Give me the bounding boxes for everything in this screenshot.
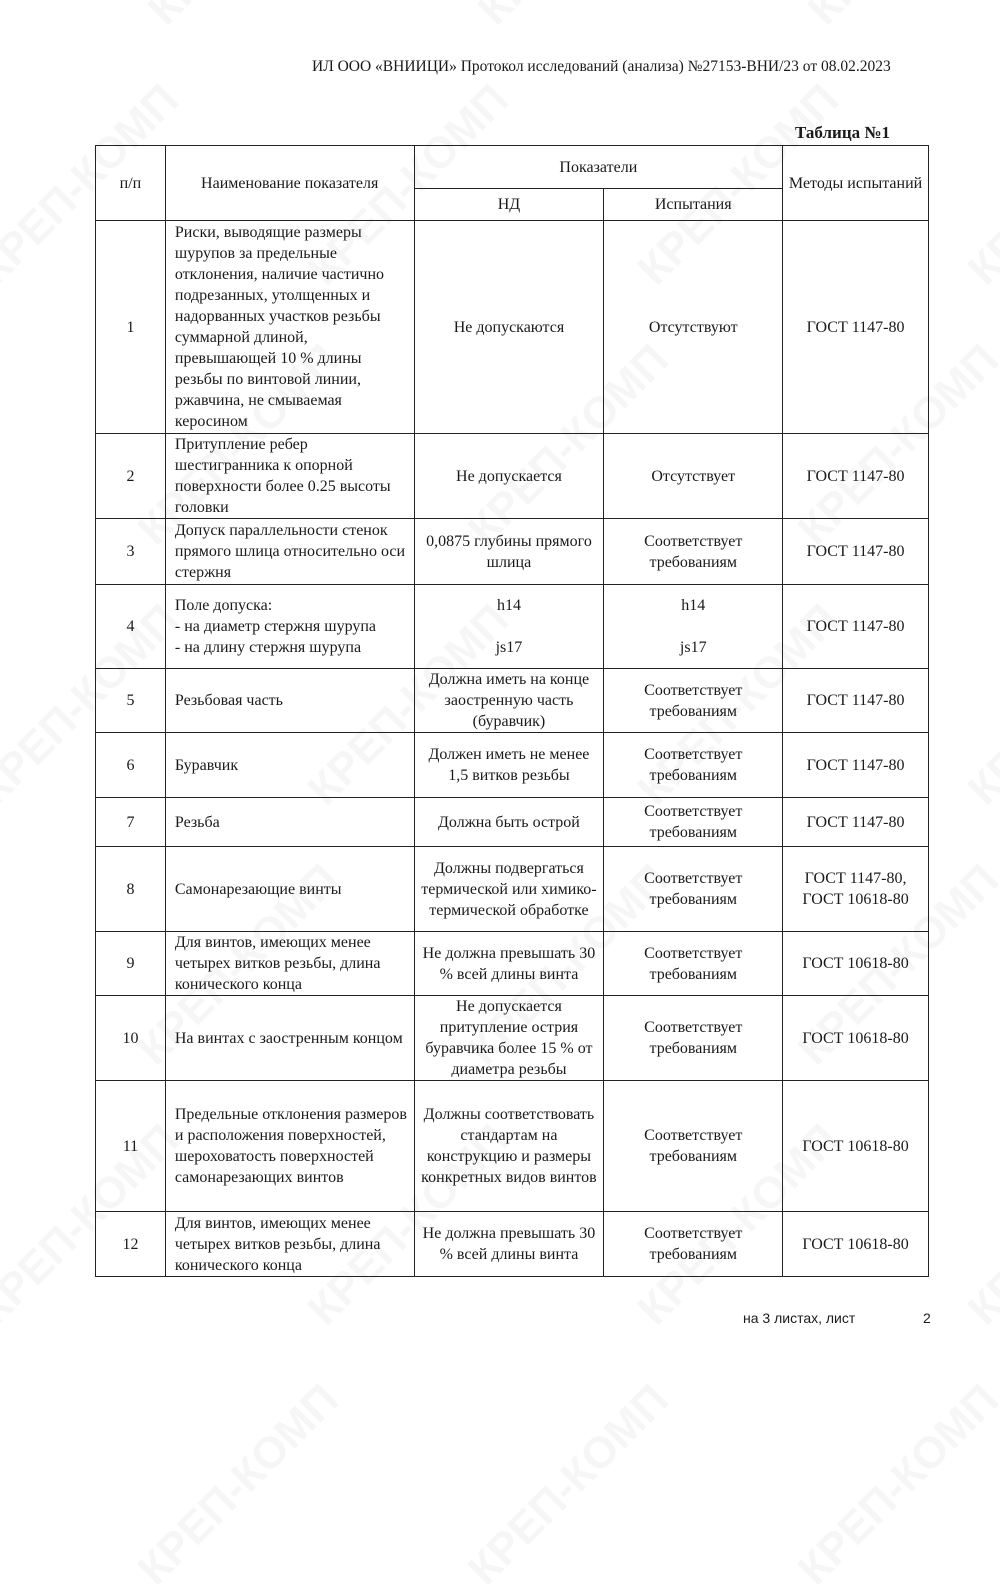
test-result: Соответствует требованиям [604, 1081, 783, 1212]
row-number: 10 [96, 996, 166, 1081]
test-result: Соответствует требованиям [604, 798, 783, 847]
row-number: 9 [96, 932, 166, 996]
row-number: 12 [96, 1212, 166, 1277]
row-number: 7 [96, 798, 166, 847]
watermark-text [959, 595, 1000, 815]
indicator-name: Допуск параллельности стенок прямого шлица относительно оси стержня [165, 519, 414, 585]
indicator-name: Предельные отклонения размеров и расположения поверхностей, шероховатость поверхностей самонарезающих винтов [165, 1081, 414, 1212]
col-header-test: Испытания [604, 189, 783, 221]
table-row [96, 798, 929, 847]
indicator-name: Резьба [165, 798, 414, 847]
table-row [96, 847, 929, 932]
row-number: 8 [96, 847, 166, 932]
watermark-text [959, 1115, 1000, 1335]
watermark-text [789, 1375, 1000, 1595]
test-method: ГОСТ 1147-80, ГОСТ 10618-80 [783, 847, 929, 932]
nd-requirement: Не должна превышать 30 % всей длины винта [414, 1212, 604, 1277]
row-number: 6 [96, 733, 166, 798]
table-row [96, 585, 929, 669]
table-caption: Таблица №1 [795, 123, 890, 142]
indicator-name: Притупление ребер шестигранника к опорной поверхности более 0.25 высоты головки [165, 434, 414, 519]
test-result: Соответствует требованиям [604, 669, 783, 733]
table-row [96, 932, 929, 996]
test-method: ГОСТ 10618-80 [783, 996, 929, 1081]
nd-requirement: Не должна превышать 30 % всей длины винта [414, 932, 604, 996]
test-result: Соответствует требованиям [604, 519, 783, 585]
nd-requirement: Не допускаются [414, 221, 604, 434]
col-header-nd: НД [414, 189, 604, 221]
nd-requirement: Должна быть острой [414, 798, 604, 847]
watermark-text [129, 1375, 349, 1595]
test-result: Соответствует требованиям [604, 1212, 783, 1277]
row-number: 5 [96, 669, 166, 733]
test-result: Соответствует требованиям [604, 733, 783, 798]
indicator-name: Буравчик [165, 733, 414, 798]
test-method: ГОСТ 10618-80 [783, 932, 929, 996]
nd-requirement: Должны подвергаться термической или химико-термической обработке [414, 847, 604, 932]
nd-requirement: h14 js17 [414, 585, 604, 669]
indicator-name: Для винтов, имеющих менее четырех витков резьбы, длина конического конца [165, 1212, 414, 1277]
row-number: 4 [96, 585, 166, 669]
nd-requirement: 0,0875 глубины прямого шлица [414, 519, 604, 585]
test-result: Соответствует требованиям [604, 847, 783, 932]
col-header-num: п/п [96, 146, 166, 221]
footer-sheets: на 3 листах, лист [743, 1310, 856, 1326]
watermark-text [139, 0, 359, 35]
test-result: Отсутствуют [604, 221, 783, 434]
test-result: Соответствует требованиям [604, 996, 783, 1081]
indicator-name: Резьбовая часть [165, 669, 414, 733]
watermark-text [959, 75, 1000, 295]
row-number: 3 [96, 519, 166, 585]
watermark-text [0, 0, 29, 35]
test-method: ГОСТ 1147-80 [783, 434, 929, 519]
test-method: ГОСТ 1147-80 [783, 733, 929, 798]
test-method: ГОСТ 1147-80 [783, 585, 929, 669]
table-row [96, 996, 929, 1081]
table-row [96, 221, 929, 434]
results-table [95, 145, 929, 1277]
row-number: 11 [96, 1081, 166, 1212]
test-method: ГОСТ 1147-80 [783, 519, 929, 585]
test-result: h14 js17 [604, 585, 783, 669]
indicator-name: Поле допуска: - на диаметр стержня шурупа - на длину стержня шурупа [165, 585, 414, 669]
protocol-header: ИЛ ООО «ВНИИЦИ» Протокол исследований (анализа) №27153-ВНИ/23 от 08.02.2023 [312, 58, 891, 75]
nd-requirement: Не допускается [414, 434, 604, 519]
indicator-name: Самонарезающие винты [165, 847, 414, 932]
watermark-text [469, 0, 689, 35]
table-row [96, 669, 929, 733]
nd-requirement: Должны соответствовать стандартам на конструкцию и размеры конкретных видов винтов [414, 1081, 604, 1212]
row-number: 2 [96, 434, 166, 519]
row-number: 1 [96, 221, 166, 434]
watermark-text [459, 1375, 679, 1595]
nd-requirement: Должен иметь не менее 1,5 витков резьбы [414, 733, 604, 798]
table-row [96, 519, 929, 585]
nd-requirement: Не допускается притупление острия буравчика более 15 % от диаметра резьбы [414, 996, 604, 1081]
test-method: ГОСТ 1147-80 [783, 798, 929, 847]
table-row [96, 1081, 929, 1212]
watermark-text [799, 0, 1000, 35]
indicator-name: На винтах с заостренным концом [165, 996, 414, 1081]
table-row [96, 434, 929, 519]
test-method: ГОСТ 1147-80 [783, 221, 929, 434]
col-header-name: Наименование показателя [165, 146, 414, 221]
nd-requirement: Должна иметь на конце заостренную часть (буравчик) [414, 669, 604, 733]
table-row [96, 1212, 929, 1277]
test-method: ГОСТ 1147-80 [783, 669, 929, 733]
test-result: Отсутствует [604, 434, 783, 519]
col-header-methods: Методы испытаний [783, 146, 929, 221]
test-method: ГОСТ 10618-80 [783, 1212, 929, 1277]
indicator-name: Риски, выводящие размеры шурупов за предельные отклонения, наличие частично подрезанных, утолщенных и надорванных участков резьбы суммарной длиной, превышающей 10 % длины резьбы по винтовой линии, ржавчина, не смываемая керосином [165, 221, 414, 434]
indicator-name: Для винтов, имеющих менее четырех витков резьбы, длина конического конца [165, 932, 414, 996]
test-method: ГОСТ 10618-80 [783, 1081, 929, 1212]
col-header-indicators: Показатели [414, 146, 783, 189]
table-row [96, 733, 929, 798]
page-number: 2 [923, 1310, 931, 1326]
test-result: Соответствует требованиям [604, 932, 783, 996]
